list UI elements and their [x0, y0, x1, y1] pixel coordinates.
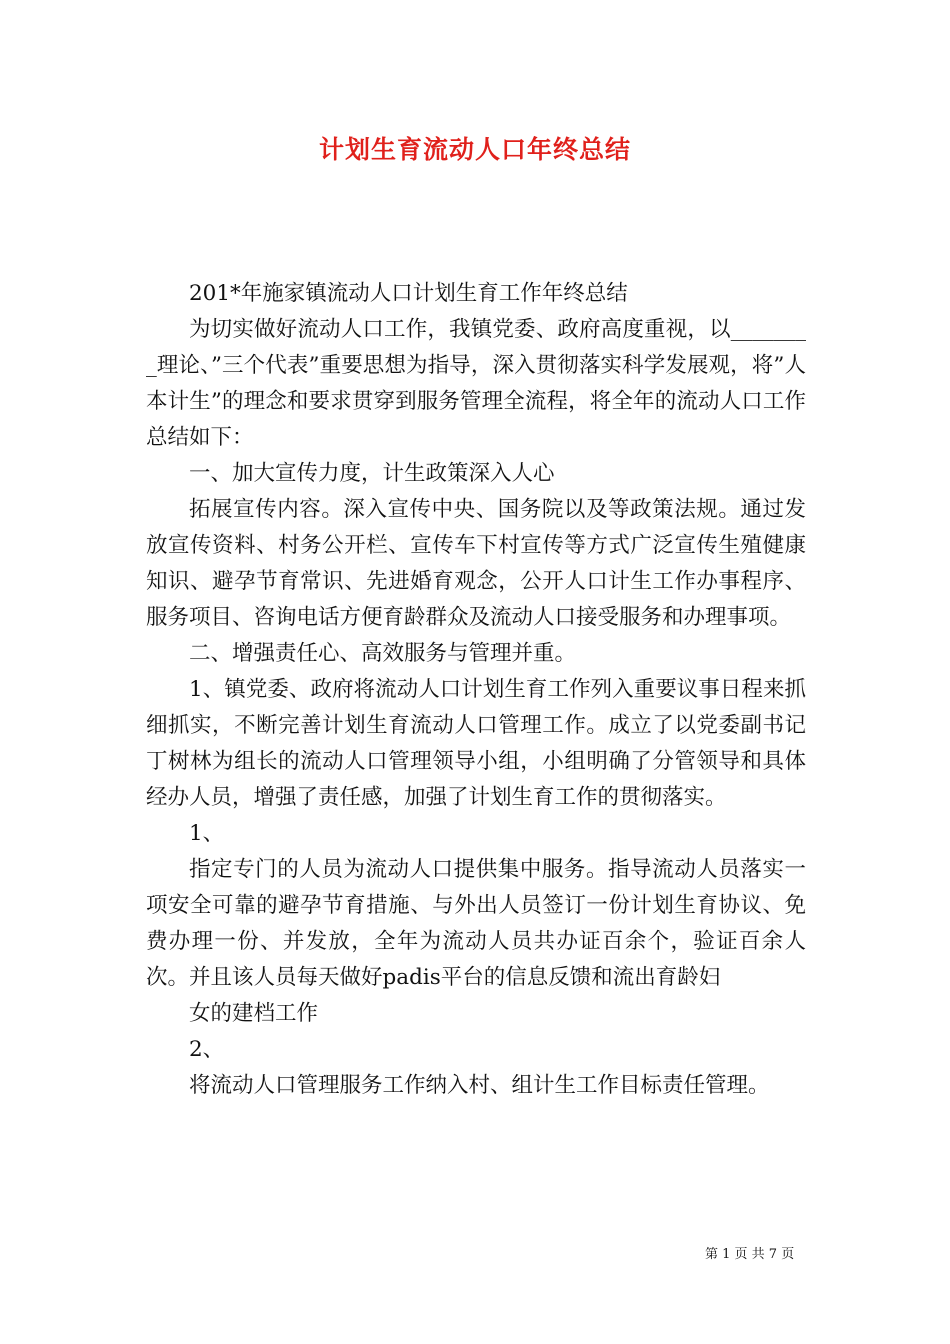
page-number-footer: 第 1 页 共 7 页 — [705, 1247, 795, 1262]
document-title: 计划生育流动人口年终总结 — [318, 135, 631, 164]
paragraph-publicity: 拓展宣传内容。深入宣传中央、国务院以及等政策法规。通过发放宣传资料、村务公开栏、宣传车下村宣传等方式广泛宣传生殖健康知识、避孕节育常识、先进婚育观念，公开人口计生工作办事程序、服务项目、咨询电话方便育龄群众及流动人口接受服务和办理事项。 — [146, 497, 806, 630]
document-body — [146, 276, 806, 1104]
paragraph-item-1: 1、镇党委、政府将流动人口计划生育工作列入重要议事日程来抓细抓实，不断完善计划生育流动人口管理工作。成立了以党委副书记丁树林为组长的流动人口管理领导小组，小组明确了分管领导和具体经办人员，增强了责任感，加强了计划生育工作的贯彻落实。 — [146, 677, 806, 810]
section-heading-2: 二、增强责任心、高效服务与管理并重。 — [189, 641, 577, 666]
paragraph-intro: 为切实做好流动人口工作，我镇党委、政府高度重视，以________理论、”三个代表”重要思想为指导，深入贯彻落实科学发展观，将”人本计生”的理念和要求贯穿到服务管理全流程，将全年的流动人口工作总结如下： — [146, 317, 806, 450]
section-heading-1: 一、加大宣传力度，计生政策深入人心 — [189, 461, 555, 486]
paragraph-archive: 女的建档工作 — [189, 1001, 319, 1026]
paragraph-service: 指定专门的人员为流动人口提供集中服务。指导流动人员落实一项安全可靠的避孕节育措施、与外出人员签订一份计划生育协议、免费办理一份、并发放，全年为流动人员共办证百余个，验证百余人次。并且该人员每天做好padis平台的信息反馈和流出育龄妇 — [146, 857, 806, 990]
paragraph-number-1: 1、 — [189, 821, 225, 846]
paragraph-heading-summary: 201*年施家镇流动人口计划生育工作年终总结 — [189, 281, 628, 306]
paragraph-management: 将流动人口管理服务工作纳入村、组计生工作目标责任管理。 — [189, 1073, 770, 1098]
paragraph-number-2: 2、 — [189, 1037, 225, 1062]
